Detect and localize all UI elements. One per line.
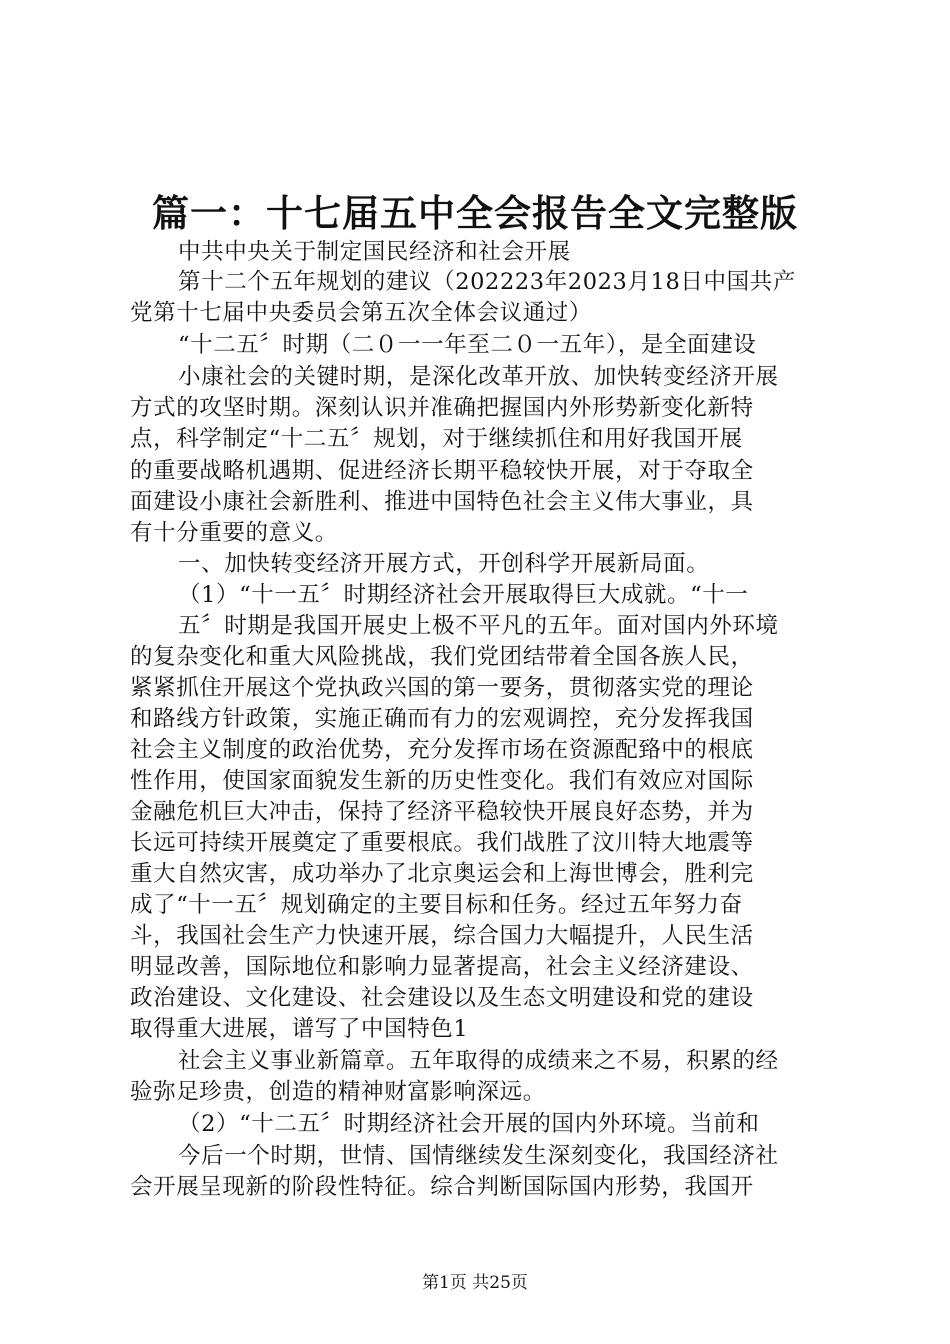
body-line: 方式的攻坚时期。深刻认识并准确把握国内外形势新变化新特 xyxy=(130,395,754,421)
body-line: 政治建设、文化建设、社会建设以及生态文明建设和党的建设 xyxy=(130,985,754,1011)
body-line: 一、加快转变经济开展方式，开创科学开展新局面。 xyxy=(178,551,710,577)
body-line: 点，科学制定“十二五〞规划，对于继续抓住和用好我国开展 xyxy=(130,426,743,452)
body-line: 成了“十一五〞规划确定的主要目标和任务。经过五年努力奋 xyxy=(130,892,743,918)
body-line: “十二五〞时期（二０一一年至二０一五年），是全面建设 xyxy=(178,332,757,358)
body-line: 小康社会的关键时期，是深化改革开放、加快转变经济开展 xyxy=(178,364,779,390)
body-line: 党第十七届中央委员会第五次全体会议通过） xyxy=(130,300,593,326)
body-line: 五〞时期是我国开展史上极不平凡的五年。面对国内外环境 xyxy=(178,613,779,639)
body-line: 取得重大进展，谱写了中国特色1 xyxy=(130,1016,469,1042)
body-line: 第十二个五年规划的建议（202223年2023月18日中国共产 xyxy=(178,269,796,295)
body-line: 今后一个时期，世情、国情继续发生深刻变化，我国经济社 xyxy=(178,1143,779,1169)
body-line: 面建设小康社会新胜利、推进中国特色社会主义伟大事业，具 xyxy=(130,489,754,515)
body-line: 会开展呈现新的阶段性特征。综合判断国际国内形势，我国开 xyxy=(130,1174,754,1200)
body-line: 中共中央关于制定国民经济和社会开展 xyxy=(178,239,571,265)
body-line: 斗，我国社会生产力快速开展，综合国力大幅提升，人民生活 xyxy=(130,923,754,949)
page-footer: 第1页 共25页 xyxy=(422,1273,528,1293)
body-line: 长远可持续开展奠定了重要根底。我们战胜了汶川特大地震等 xyxy=(130,830,754,856)
body-line: 社会主义事业新篇章。五年取得的成绩来之不易，积累的经 xyxy=(178,1048,779,1074)
body-line: 的重要战略机遇期、促进经济长期平稳较快开展，对于夺取全 xyxy=(130,458,754,484)
body-line: 明显改善，国际地位和影响力显著提高，社会主义经济建设、 xyxy=(130,954,754,980)
body-line: 重大自然灾害，成功举办了北京奥运会和上海世博会，胜利完 xyxy=(130,861,754,887)
body-line: 金融危机巨大冲击，保持了经济平稳较快开展良好态势，并为 xyxy=(130,799,754,825)
body-line: 性作用，使国家面貌发生新的历史性变化。我们有效应对国际 xyxy=(130,768,754,794)
body-line: 的复杂变化和重大风险挑战，我们党团结带着全国各族人民， xyxy=(130,644,754,670)
body-line: （2）“十二五〞时期经济社会开展的国内外环境。当前和 xyxy=(178,1111,760,1137)
body-line: 有十分重要的意义。 xyxy=(130,520,338,546)
body-line: 和路线方针政策，实施正确而有力的宏观调控，充分发挥我国 xyxy=(130,706,754,732)
document-title: 篇一：十七届五中全会报告全文完整版 xyxy=(152,191,798,235)
body-line: 社会主义制度的政治优势，充分发挥市场在资源配臵中的根底 xyxy=(130,737,754,763)
body-line: （1）“十一五〞时期经济社会开展取得巨大成就。“十一 xyxy=(178,582,749,608)
body-line: 紧紧抓住开展这个党执政兴国的第一要务，贯彻落实党的理论 xyxy=(130,675,754,701)
body-line: 验弥足珍贵，创造的精神财富影响深远。 xyxy=(130,1079,546,1105)
